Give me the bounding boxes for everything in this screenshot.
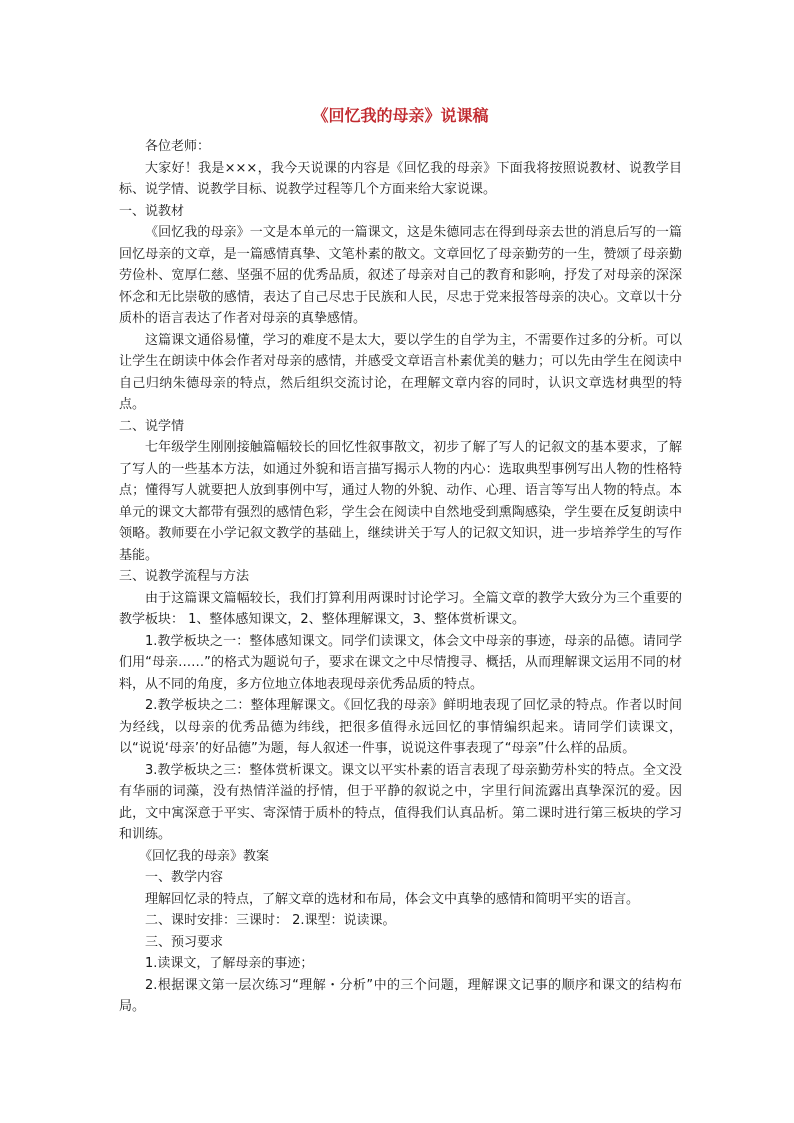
body-paragraph: 《回忆我的母亲》一文是本单元的一篇课文，这是朱德同志在得到母亲去世的消息后写的一篇回忆母亲的文章，是一篇感情真挚、文笔朴素的散文。文章回忆了母亲勤劳的一生，赞颂了母亲勤劳俭朴、宽厚仁慈、坚强不屈的优秀品质，叙述了母亲对自己的教育和影响，抒发了对母亲的深深怀念和无比崇敬的感情，表达了自己尽忠于民族和人民，尽忠于党来报答母亲的决心。文章以十分质朴的语言表达了作者对母亲的真挚感情。	[119, 225, 682, 326]
document-page	[119, 104, 682, 1018]
body-paragraph: 1.读课文，了解母亲的事迹；	[145, 956, 314, 971]
body-paragraph: 这篇课文通俗易懂，学习的难度不是太大，要以学生的自学为主，不需要作过多的分析。可以让学生在朗读中体会作者对母亲的感情，并感受文章语言朴素优美的魅力；可以先由学生在阅读中自己归纳朱德母亲的特点，然后组织交流讨论，在理解文章内容的同时，认识文章选材典型的特点。	[119, 332, 682, 412]
body-paragraph: 3.教学板块之三：整体赏析课文。课文以平实朴素的语言表现了母亲勤劳朴实的特点。全文没有华丽的词藻，没有热情洋溢的抒情，但于平静的叙说之中，字里行间流露出真挚深沉的爱。因此，文中寓深意于平实、寄深情于质朴的特点，值得我们认真品析。第二课时进行第三板块的学习和训练。	[119, 762, 682, 842]
document-title: 《回忆我的母亲》说课稿	[312, 106, 489, 125]
body-paragraph: 1.教学板块之一：整体感知课文。同学们读课文，体会文中母亲的事迹，母亲的品德。请同学们用“母亲……”的格式为题说句子，要求在课文之中尽情搜寻、概括，从而理解课文运用不同的材料，从不同的角度，多方位地立体地表现母亲优秀品质的特点。	[119, 633, 682, 692]
section-heading: 二、说学情	[119, 418, 185, 434]
body-paragraph: 七年级学生刚刚接触篇幅较长的回忆性叙事散文，初步了解了写人的记叙文的基本要求，了解了写人的一些基本方法，如通过外貌和语言描写揭示人物的内心：选取典型事例写出人物的性格特点；懂得写人就要把人放到事例中写，通过人物的外貌、动作、心理、语言等写出人物的特点。本单元的课文大都带有强烈的感情色彩，学生会在阅读中自然地受到熏陶感染，学生要在反复朗读中领略。教师要在小学记叙文教学的基础上，继续讲关于写人的记叙文知识，进一步培养学生的写作基能。	[119, 440, 682, 563]
section-heading: 三、说教学流程与方法	[119, 569, 250, 584]
lesson-plan-heading: 《回忆我的母亲》教案	[139, 848, 270, 864]
body-paragraph: 2.教学板块之二：整体理解课文。《回忆我的母亲》鲜明地表现了回忆录的特点。作者以时间为经线，以母亲的优秀品德为纬线，把很多值得永远回忆的事情编织起来。请同学们读课文，以“说说‘母亲’的好品德”为题，每人叙述一件事，说说这件事表现了“母亲”什么样的品质。	[119, 698, 682, 756]
salutation: 各位老师：	[145, 139, 211, 154]
section-heading: 一、说教材	[119, 203, 185, 219]
body-paragraph: 理解回忆录的特点，了解文章的选材和布局，体会文中真挚的感情和简明平实的语言。	[145, 891, 640, 907]
section-heading: 二、课时安排：三课时： 2.课型：说读课。	[145, 913, 396, 928]
body-paragraph: 大家好！我是×××，我今天说课的内容是《回忆我的母亲》下面我将按照说教材、说教学目标、说学情、说教学目标、说教学过程等几个方面来给大家说课。	[119, 160, 682, 197]
section-heading: 三、预习要求	[145, 934, 224, 950]
body-paragraph: 2.根据课文第一层次练习“理解・分析”中的三个问题，理解课文记事的顺序和课文的结构布局。	[119, 977, 682, 1014]
body-paragraph: 由于这篇课文篇幅较长，我们打算利用两课时讨论学习。全篇文章的教学大致分为三个重要的教学板块： 1、整体感知课文，2、整体理解课文，3、整体赏析课文。	[119, 590, 682, 627]
section-heading: 一、教学内容	[145, 870, 224, 885]
